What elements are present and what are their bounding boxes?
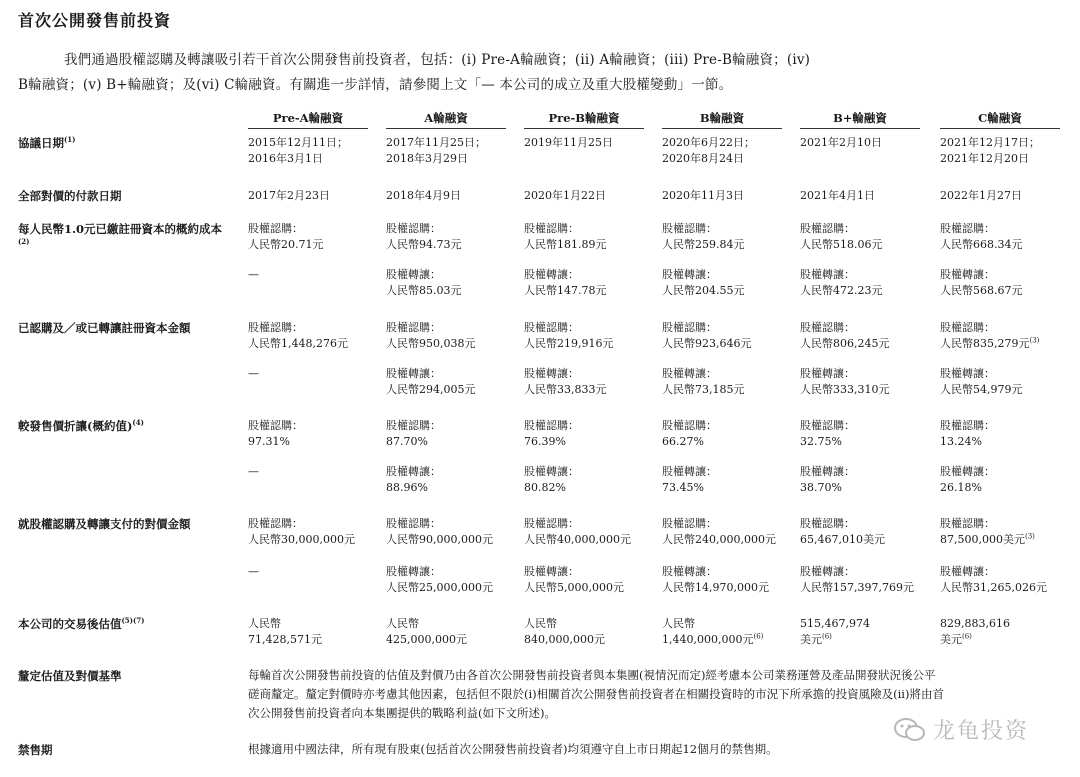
col-header-c: C輪融資 xyxy=(940,110,1060,129)
cell-discount-subscription: 股權認購： 87.70% xyxy=(386,419,441,448)
cell-cost-transfer: 股權轉讓： 人民幣147.78元 xyxy=(524,268,607,297)
cell-cost-subscription: 股權認購： 人民幣259.84元 xyxy=(662,222,745,251)
cell-cost-subscription: 股權認購： 人民幣518.06元 xyxy=(800,222,883,251)
cell-cost-transfer: 股權轉讓： 人民幣204.55元 xyxy=(662,268,745,297)
cell-discount-subscription: 股權認購： 76.39% xyxy=(524,419,579,448)
cell-capital-subscription: 股權認購： 人民幣1,448,276元 xyxy=(248,321,348,350)
cell-capital-transfer: — xyxy=(248,367,259,380)
cell-discount-transfer: 股權轉讓： 73.45% xyxy=(662,465,717,494)
cell-capital-transfer: 股權轉讓： 人民幣294,005元 xyxy=(386,367,476,396)
cell-capital-subscription: 股權認購： 人民幣923,646元 xyxy=(662,321,752,350)
intro-line-1: 我們通過股權認購及轉讓吸引若干首次公開發售前投資者，包括：(i) Pre-A輪融資；(ii) A輪融資；(iii) Pre-B輪融資；(iv) xyxy=(64,52,811,68)
cell-capital-subscription: 股權認購： 人民幣835,279元$^{(3)}$ xyxy=(940,321,1040,350)
cell-discount-transfer: — xyxy=(248,465,259,478)
cell-consideration-transfer: 股權轉讓： 人民幣5,000,000元 xyxy=(524,565,624,594)
cell-consideration-subscription: 股權認購： 人民幣90,000,000元 xyxy=(386,517,493,546)
cell-valuation: 515,467,974 美元$^{(6)}$ xyxy=(800,617,870,646)
cell-discount-transfer: 股權轉讓： 88.96% xyxy=(386,465,441,494)
cell-capital-transfer: 股權轉讓： 人民幣54,979元 xyxy=(940,367,1023,396)
cell-cost-subscription: 股權認購： 人民幣181.89元 xyxy=(524,222,607,251)
row-label-valuation: 本公司的交易後估值$^{(5)(7)}$ xyxy=(18,616,145,631)
cell-payment-date: 2020年11月3日 xyxy=(662,189,744,202)
cell-agreement-date: 2017年11月25日； 2018年3月29日 xyxy=(386,136,486,165)
watermark xyxy=(893,714,1029,745)
cell-capital-subscription: 股權認購： 人民幣806,245元 xyxy=(800,321,890,350)
cell-capital-subscription: 股權認購： 人民幣219,916元 xyxy=(524,321,614,350)
cell-discount-subscription: 股權認購： 32.75% xyxy=(800,419,855,448)
watermark-text: 龙龟投资 xyxy=(933,719,1030,744)
cell-discount-transfer: 股權轉讓： 80.82% xyxy=(524,465,579,494)
row-label-lockup: 禁售期 xyxy=(18,743,53,757)
cell-cost-subscription: 股權認購： 人民幣20.71元 xyxy=(248,222,324,251)
cell-consideration-transfer: 股權轉讓： 人民幣157,397,769元 xyxy=(800,565,914,594)
cell-payment-date: 2021年4月1日 xyxy=(800,189,875,202)
col-header-b: B輪融資 xyxy=(662,110,782,129)
cell-agreement-date: 2021年2月10日 xyxy=(800,136,882,149)
cell-discount-transfer: 股權轉讓： 38.70% xyxy=(800,465,855,494)
cell-capital-transfer: 股權轉讓： 人民幣73,185元 xyxy=(662,367,745,396)
col-header-pre-a: Pre-A輪融資 xyxy=(248,110,368,129)
cell-consideration-transfer: — xyxy=(248,565,259,578)
cell-cost-transfer: 股權轉讓： 人民幣568.67元 xyxy=(940,268,1023,297)
cell-consideration-subscription: 股權認購： 人民幣40,000,000元 xyxy=(524,517,631,546)
cell-consideration-transfer: 股權轉讓： 人民幣25,000,000元 xyxy=(386,565,493,594)
wechat-icon xyxy=(893,716,927,744)
row-label-consideration: 就股權認購及轉讓支付的對價金額 xyxy=(18,517,191,531)
intro-line-2: B輪融資；(v) B+輪融資；及(vi) C輪融資。有關進一步詳情，請參閱上文「— 本公司的成立及重大股權變動」一節。 xyxy=(18,77,733,93)
cell-consideration-subscription: 股權認購： 87,500,000美元$^{(3)}$ xyxy=(940,517,1035,546)
cell-valuation: 人民幣 1,440,000,000元$^{(6)}$ xyxy=(662,617,764,646)
cell-discount-subscription: 股權認購： 13.24% xyxy=(940,419,995,448)
cell-cost-subscription: 股權認購： 人民幣668.34元 xyxy=(940,222,1023,251)
cell-discount-subscription: 股權認購： 66.27% xyxy=(662,419,717,448)
row-label-basis: 釐定估值及對價基準 xyxy=(18,669,122,683)
lockup-text: 根據適用中國法律，所有現有股東(包括首次公開發售前投資者)均須遵守自上市日期起12個月的禁售期。 xyxy=(248,742,778,756)
cell-consideration-subscription: 股權認購： 65,467,010美元 xyxy=(800,517,885,546)
cell-valuation: 人民幣 71,428,571元 xyxy=(248,617,322,646)
cell-capital-transfer: 股權轉讓： 人民幣33,833元 xyxy=(524,367,607,396)
cell-cost-transfer: 股權轉讓： 人民幣85.03元 xyxy=(386,268,462,297)
cell-discount-transfer: 股權轉讓： 26.18% xyxy=(940,465,995,494)
col-header-pre-b: Pre-B輪融資 xyxy=(524,110,644,129)
cell-consideration-transfer: 股權轉讓： 人民幣14,970,000元 xyxy=(662,565,769,594)
section-title: 首次公開發售前投資 xyxy=(18,11,172,30)
cell-cost-subscription: 股權認購： 人民幣94.73元 xyxy=(386,222,462,251)
row-label-discount: 較發售價折讓(概約值)$^{(4)}$ xyxy=(18,418,144,433)
cell-capital-subscription: 股權認購： 人民幣950,038元 xyxy=(386,321,476,350)
cell-payment-date: 2018年4月9日 xyxy=(386,189,461,202)
cell-valuation: 人民幣 840,000,000元 xyxy=(524,617,605,646)
cell-valuation: 829,883,616 美元$^{(6)}$ xyxy=(940,617,1010,646)
cell-payment-date: 2020年1月22日 xyxy=(524,189,606,202)
cell-consideration-subscription: 股權認購： 人民幣240,000,000元 xyxy=(662,517,776,546)
cell-valuation: 人民幣 425,000,000元 xyxy=(386,617,467,646)
row-label-cost-per-capital: 每人民幣1.0元已繳註冊資本的概約成本$^{(2)}$ xyxy=(18,222,223,247)
cell-payment-date: 2022年1月27日 xyxy=(940,189,1022,202)
cell-agreement-date: 2015年12月11日； 2016年3月1日 xyxy=(248,136,348,165)
row-label-payment-date: 全部對價的付款日期 xyxy=(18,189,122,203)
cell-consideration-subscription: 股權認購： 人民幣30,000,000元 xyxy=(248,517,355,546)
cell-cost-transfer: — xyxy=(248,268,259,281)
cell-agreement-date: 2021年12月17日； 2021年12月20日 xyxy=(940,136,1040,165)
col-header-b-plus: B+輪融資 xyxy=(800,110,920,129)
col-header-a: A輪融資 xyxy=(386,110,506,129)
row-label-agreement-date: 協議日期$^{(1)}$ xyxy=(18,135,76,150)
cell-agreement-date: 2019年11月25日 xyxy=(524,136,613,149)
cell-discount-subscription: 股權認購： 97.31% xyxy=(248,419,303,448)
basis-text: 每輪首次公開發售前投資的估值及對價乃由各首次公開發售前投資者與本集團(視情況而定)經考慮本公司業務運營及產品開發狀況後公平 磋商釐定。釐定對價時亦考慮其他因素，包括但不限於(i)相關首次公開發售前投資者在相關投資時的市況下所承擔的投資風險及(ii)將由首 次公開發售前投資者向本集團提供的戰略利益(如下文所述)。 xyxy=(248,668,944,720)
cell-capital-transfer: 股權轉讓： 人民幣333,310元 xyxy=(800,367,890,396)
row-label-registered-capital: 已認購及／或已轉讓註冊資本金額 xyxy=(18,321,191,335)
cell-cost-transfer: 股權轉讓： 人民幣472.23元 xyxy=(800,268,883,297)
cell-consideration-transfer: 股權轉讓： 人民幣31,265,026元 xyxy=(940,565,1047,594)
cell-agreement-date: 2020年6月22日； 2020年8月24日 xyxy=(662,136,755,165)
cell-payment-date: 2017年2月23日 xyxy=(248,189,330,202)
